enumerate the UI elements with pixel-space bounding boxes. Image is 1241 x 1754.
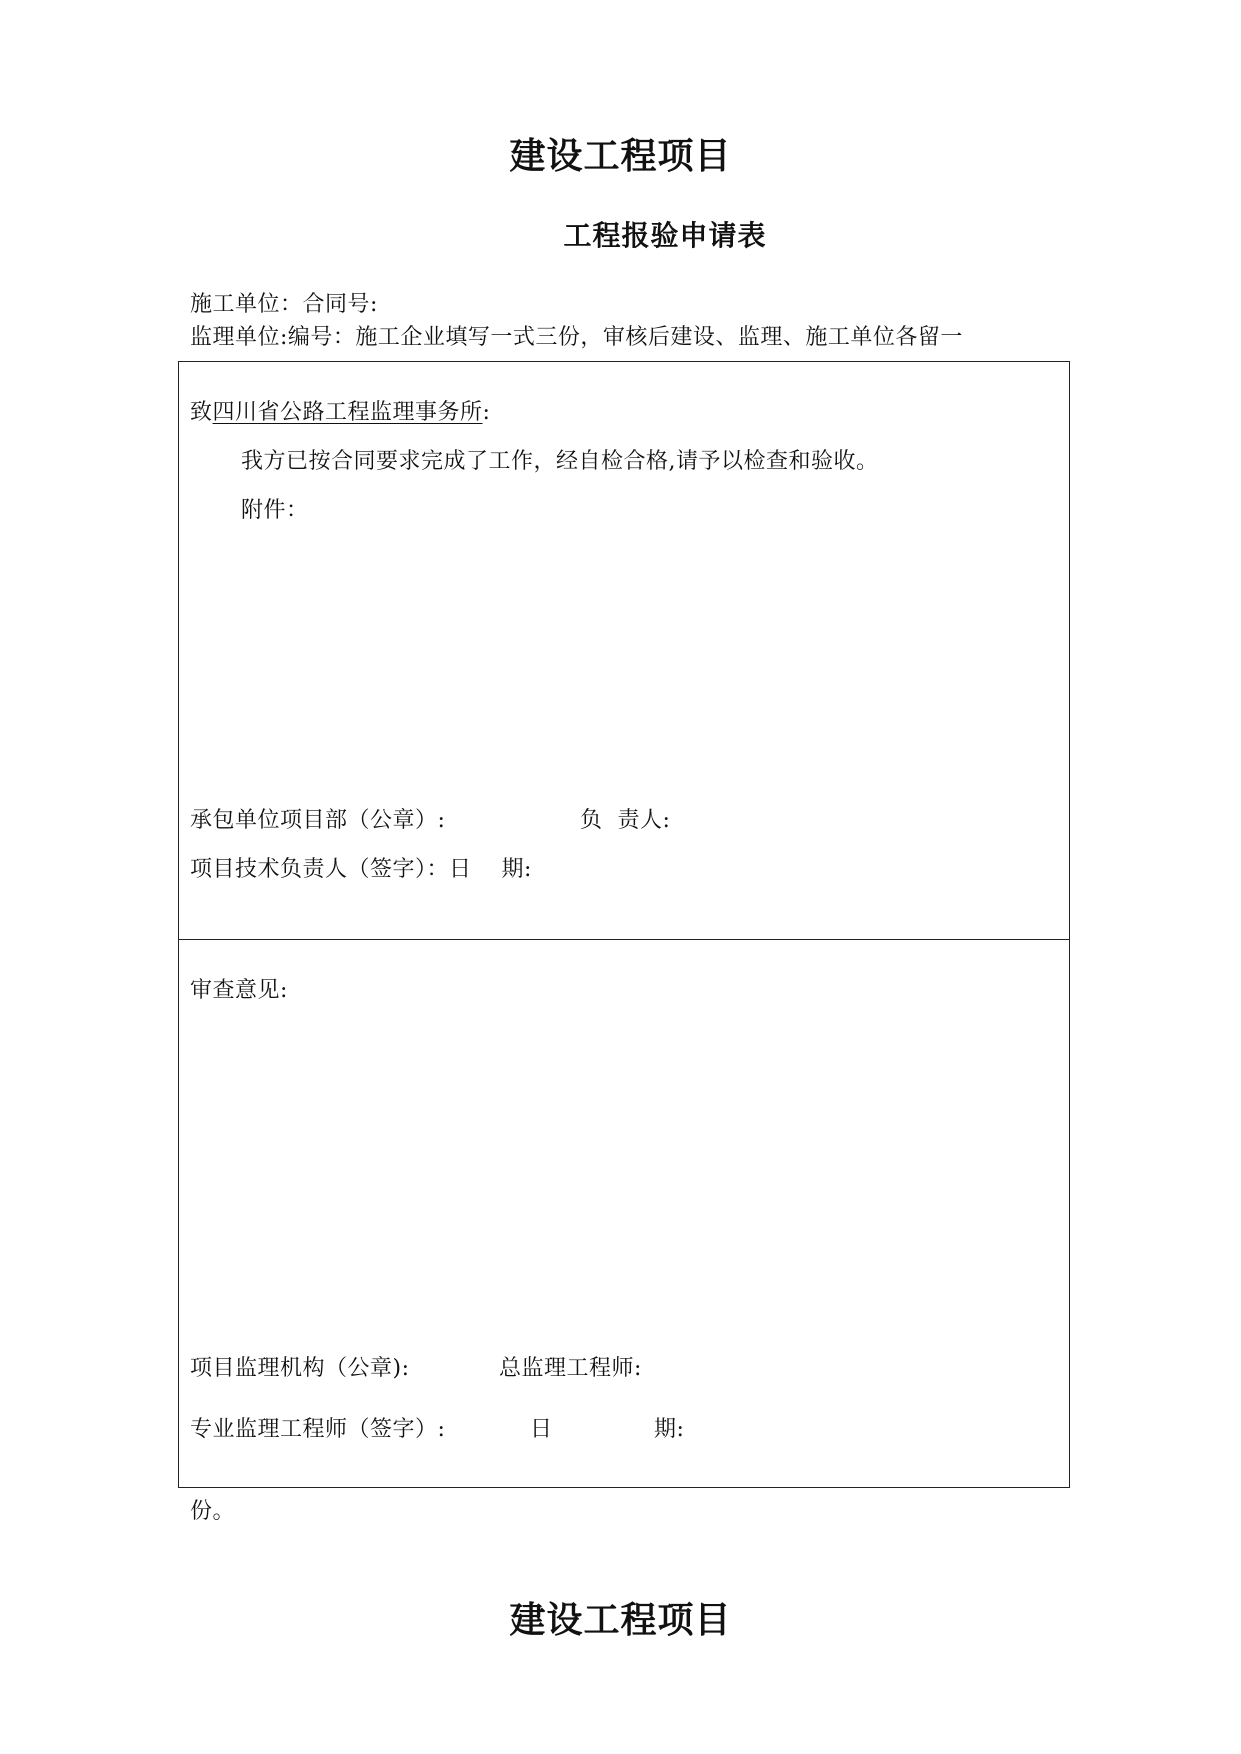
attachment-label: 附件： [241, 498, 309, 523]
application-statement: 我方已按合同要求完成了工作，经自检合格,请予以检查和验收。 [241, 449, 879, 474]
construction-unit-line: 施工单位：合同号: [190, 292, 378, 317]
continuation-text: 份。 [190, 1499, 236, 1524]
responsible-person-label: 负 责人: [580, 808, 671, 833]
addressee-name: 四川省公路工程监理事务所 [212, 400, 483, 425]
date-label-day: 日 [530, 1417, 553, 1442]
document-title: 建设工程项目 [509, 135, 732, 177]
addressee-suffix: : [482, 400, 491, 425]
date-label-period: 期: [654, 1417, 685, 1442]
specialist-engineer-signature-label: 专业监理工程师（签字）: [190, 1417, 446, 1442]
review-opinion-label: 审查意见: [190, 978, 288, 1003]
form-title: 工程报验申请表 [563, 219, 767, 252]
application-form-table [178, 361, 1070, 1488]
chief-engineer-label: 总监理工程师: [499, 1356, 642, 1381]
supervision-unit-line: 监理单位:编号：施工企业填写一式三份，审核后建设、监理、施工单位各留一 [190, 325, 963, 350]
addressee-prefix: 致 [190, 400, 213, 425]
addressee-line [190, 395, 490, 426]
supervision-org-seal-label: 项目监理机构（公章): [190, 1356, 410, 1381]
section-divider [179, 939, 1069, 940]
next-document-title: 建设工程项目 [509, 1599, 732, 1641]
tech-lead-signature-label: 项目技术负责人（签字）：日 期: [190, 857, 532, 882]
contractor-seal-label: 承包单位项目部（公章）: [190, 808, 446, 833]
